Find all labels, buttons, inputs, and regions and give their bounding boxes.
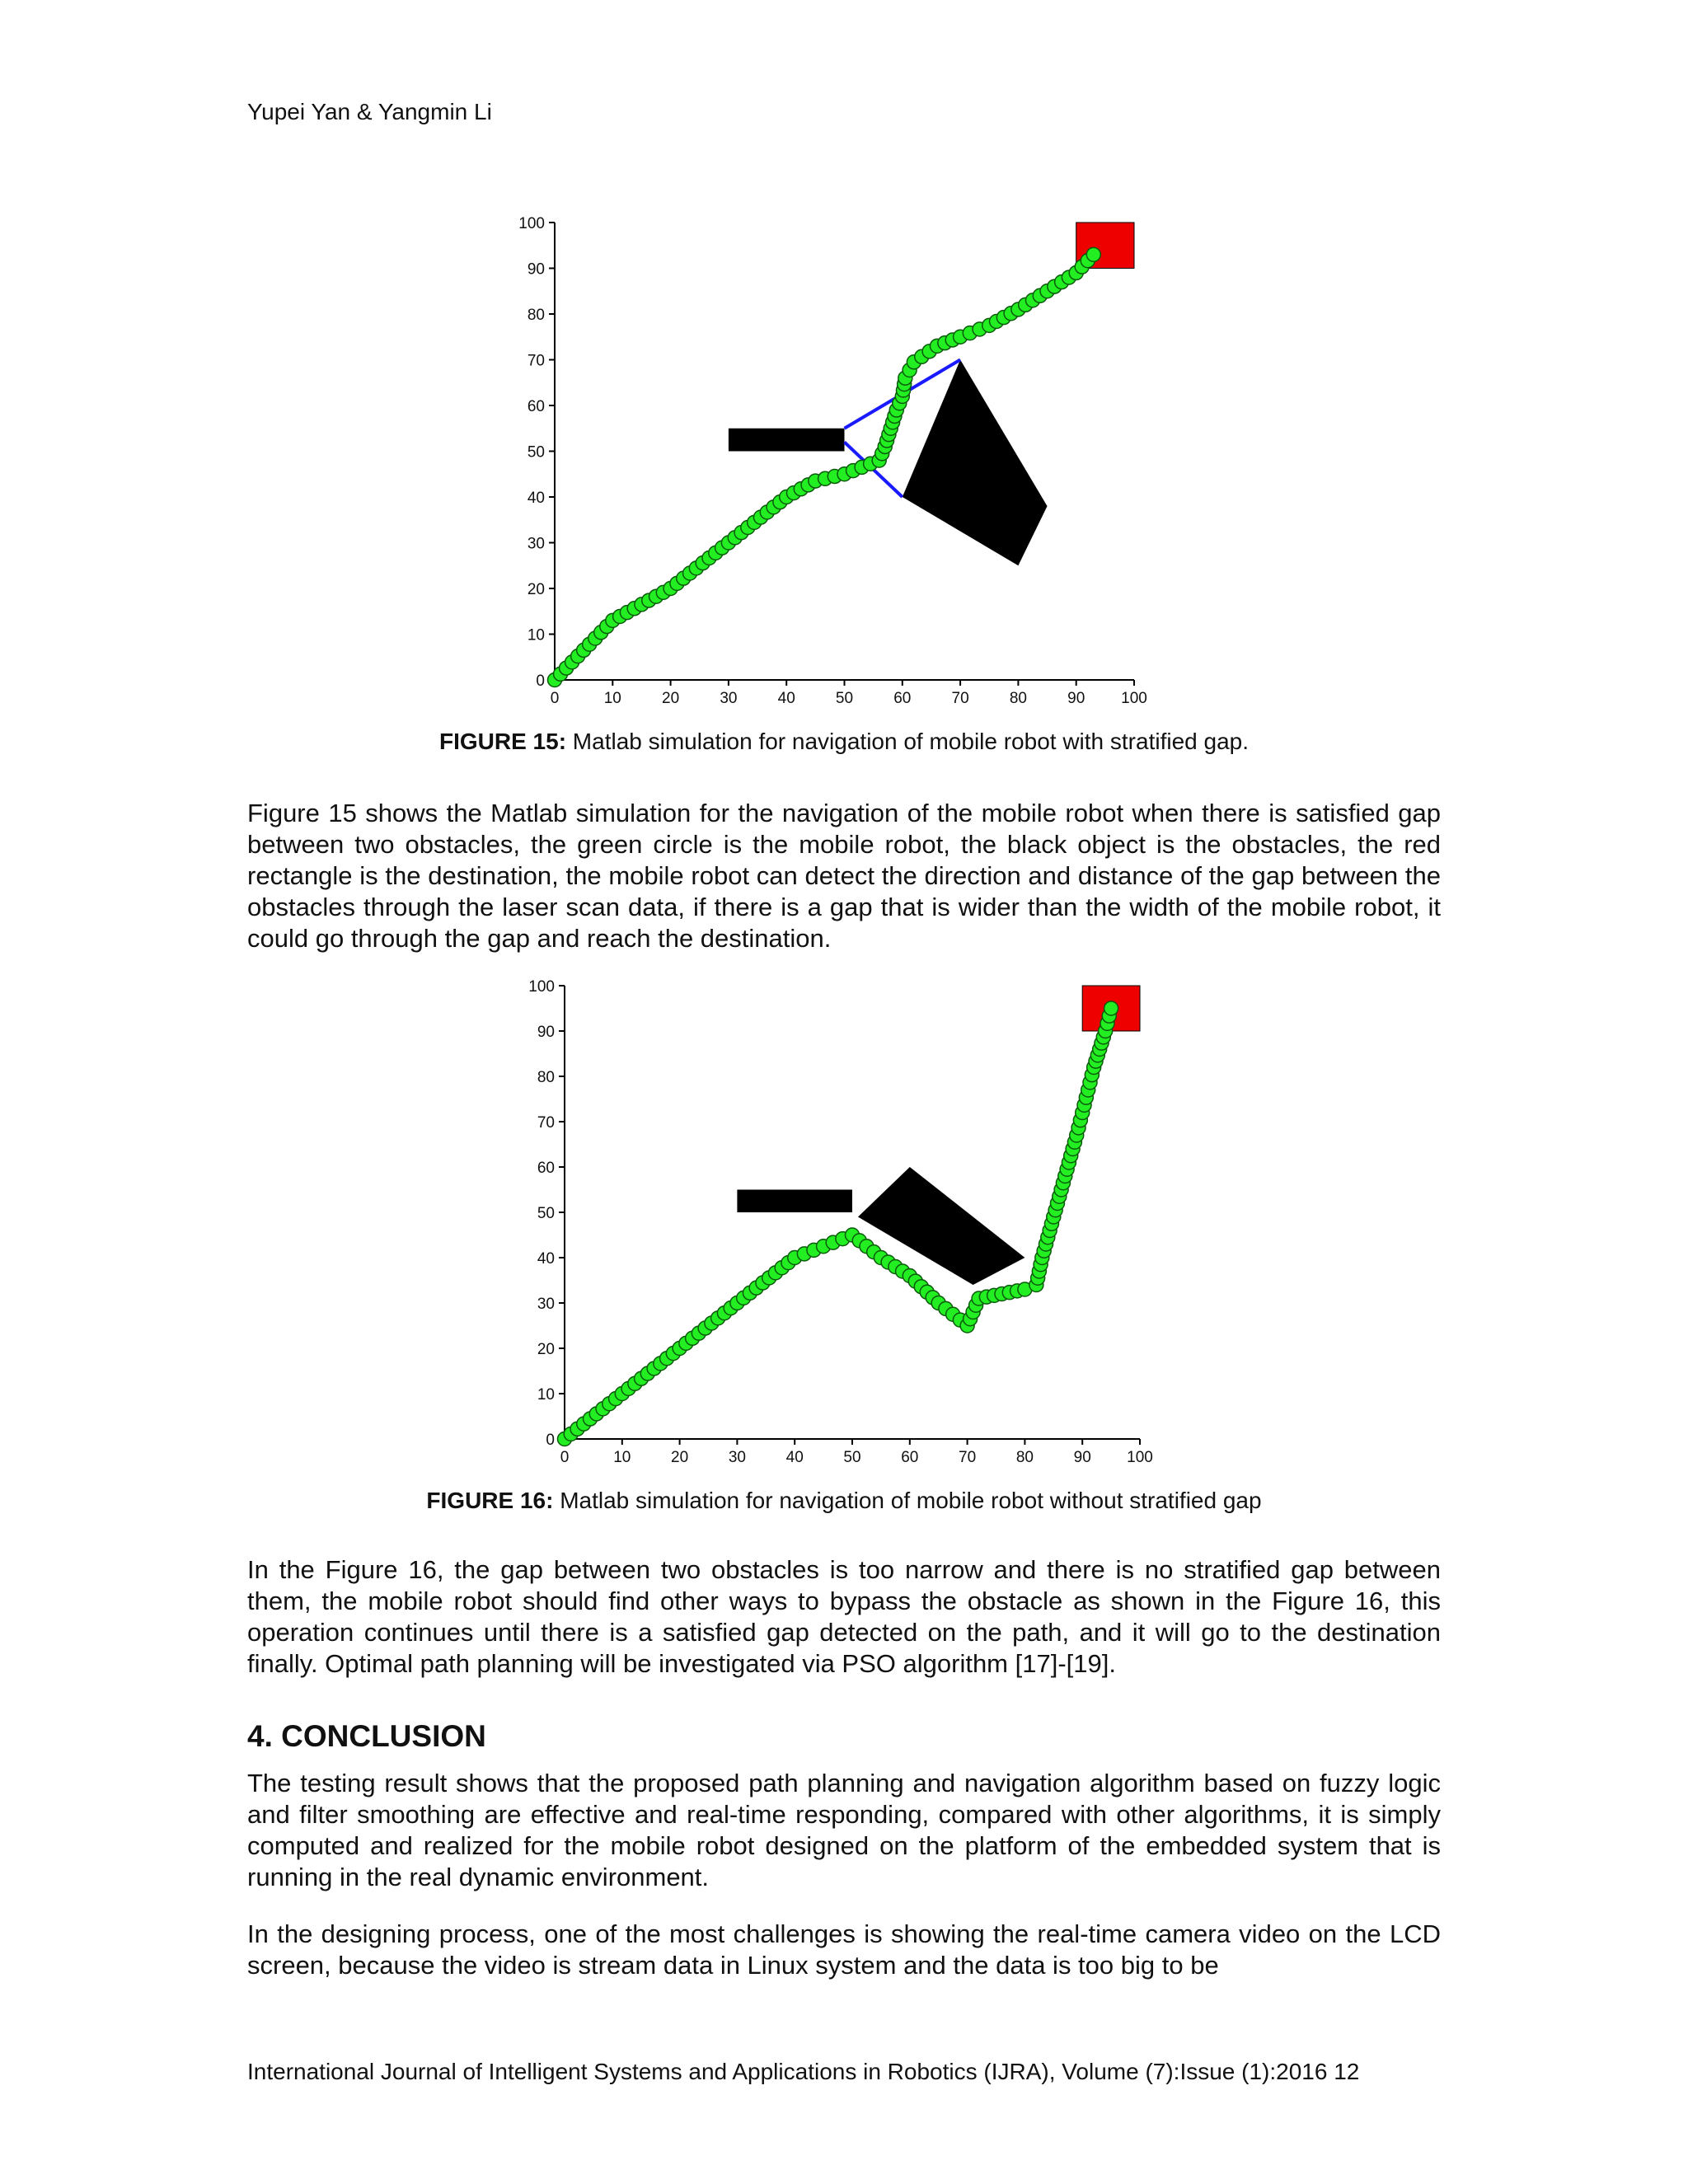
figure-15-caption-label: FIGURE 15: xyxy=(438,729,567,754)
y-tick-label: 90 xyxy=(527,260,545,279)
x-tick-label: 40 xyxy=(785,1449,804,1466)
obstacle-polygon xyxy=(903,360,1048,566)
y-tick-label: 90 xyxy=(537,1024,555,1041)
x-tick-label: 0 xyxy=(550,690,560,707)
x-tick-label: 70 xyxy=(959,1449,977,1466)
obstacle-rect xyxy=(729,429,845,452)
figure-16-caption-text: Matlab simulation for navigation of mobile robot without stratified gap xyxy=(553,1488,1262,1513)
paragraph-conclusion-2: In the designing process, one of the most challenges is showing the real-time camera video on the LCD screen, because the video is stream data in Linux system and the data is too big to be xyxy=(247,1919,1441,1980)
robot-position-marker xyxy=(1104,1001,1118,1015)
y-tick-label: 0 xyxy=(546,1432,555,1449)
figure-16-caption xyxy=(247,1488,1441,1514)
y-tick-label: 40 xyxy=(537,1250,555,1268)
x-tick-label: 30 xyxy=(720,690,738,707)
running-head: Yupei Yan & Yangmin Li xyxy=(247,99,492,124)
x-tick-label: 10 xyxy=(603,690,621,707)
figure-15-chart xyxy=(511,206,1187,717)
x-tick-label: 100 xyxy=(1127,1449,1153,1466)
x-tick-label: 50 xyxy=(835,690,854,707)
y-tick-label: 50 xyxy=(537,1205,555,1222)
y-tick-label: 20 xyxy=(537,1341,555,1358)
x-tick-label: 80 xyxy=(1015,1449,1034,1466)
y-tick-label: 30 xyxy=(537,1296,555,1313)
x-tick-label: 70 xyxy=(951,690,969,707)
y-tick-label: 70 xyxy=(527,352,545,370)
y-tick-label: 20 xyxy=(527,581,545,598)
paragraph-figure15-description: Figure 15 shows the Matlab simulation for the navigation of the mobile robot when there is satisfied gap between two obstacles, the green circle is the mobile robot, the black object is the obstacles, the red rectangle is the destination, the mobile robot can detect the direction and distance of the gap between the obstacles through the laser scan data, if there is a gap that is wider than the width of the mobile robot, it could go through the gap and reach the destination. xyxy=(247,799,1441,953)
x-tick-label: 10 xyxy=(613,1449,631,1466)
y-tick-label: 50 xyxy=(527,443,545,462)
y-tick-label: 80 xyxy=(527,307,545,324)
x-tick-label: 0 xyxy=(560,1449,570,1466)
robot-position-marker xyxy=(1086,247,1100,261)
y-tick-label: 10 xyxy=(527,626,545,644)
y-tick-label: 80 xyxy=(537,1069,555,1086)
figure-15-caption xyxy=(247,729,1441,755)
y-tick-label: 100 xyxy=(518,215,545,232)
y-tick-label: 10 xyxy=(537,1386,555,1404)
y-tick-label: 30 xyxy=(527,535,545,553)
figure-15-caption-text: Matlab simulation for navigation of mobile robot with stratified gap. xyxy=(566,729,1249,754)
x-tick-label: 100 xyxy=(1121,690,1147,707)
x-tick-label: 20 xyxy=(671,1449,689,1466)
x-tick-label: 30 xyxy=(728,1449,746,1466)
obstacle-rect xyxy=(737,1190,852,1213)
x-tick-label: 90 xyxy=(1073,1449,1091,1466)
x-tick-label: 60 xyxy=(893,690,912,707)
y-tick-label: 60 xyxy=(527,398,545,415)
section-heading-conclusion: 4. CONCLUSION xyxy=(247,1719,486,1753)
x-tick-label: 20 xyxy=(662,690,680,707)
x-tick-label: 80 xyxy=(1009,690,1027,707)
page-footer: International Journal of Intelligent Systems and Applications in Robotics (IJRA), Volume (7):Issue (1):2016 12 xyxy=(247,2059,1360,2084)
paragraph-figure16-description: In the Figure 16, the gap between two obstacles is too narrow and there is no stratified gap between them, the mobile robot should find other ways to bypass the obstacle as shown in the Figure 16, this operation continues until there is a satisfied gap detected on the path, and it will go to the destination finally. Optimal path planning will be investigated via PSO algorithm [17]-[19]. xyxy=(247,1555,1441,1678)
figure-16-svg xyxy=(519,966,1179,1475)
x-tick-label: 50 xyxy=(843,1449,861,1466)
figure-16-chart xyxy=(519,966,1179,1475)
x-tick-label: 60 xyxy=(901,1449,919,1466)
paragraph-conclusion-1: The testing result shows that the proposed path planning and navigation algorithm based on fuzzy logic and filter smoothing are effective and real-time responding, compared with other algorithms, it is simply computed and realized for the mobile robot designed on the platform of the embedded system that is running in the real dynamic environment. xyxy=(247,1769,1441,1891)
y-tick-label: 100 xyxy=(528,978,555,996)
y-tick-label: 60 xyxy=(537,1160,555,1177)
x-tick-label: 40 xyxy=(777,690,795,707)
figure-16-caption-label: FIGURE 16: xyxy=(426,1488,554,1513)
y-tick-label: 70 xyxy=(537,1114,555,1132)
x-tick-label: 90 xyxy=(1067,690,1085,707)
y-tick-label: 0 xyxy=(536,673,545,690)
figure-15-svg xyxy=(511,206,1187,717)
y-tick-label: 40 xyxy=(527,490,545,507)
